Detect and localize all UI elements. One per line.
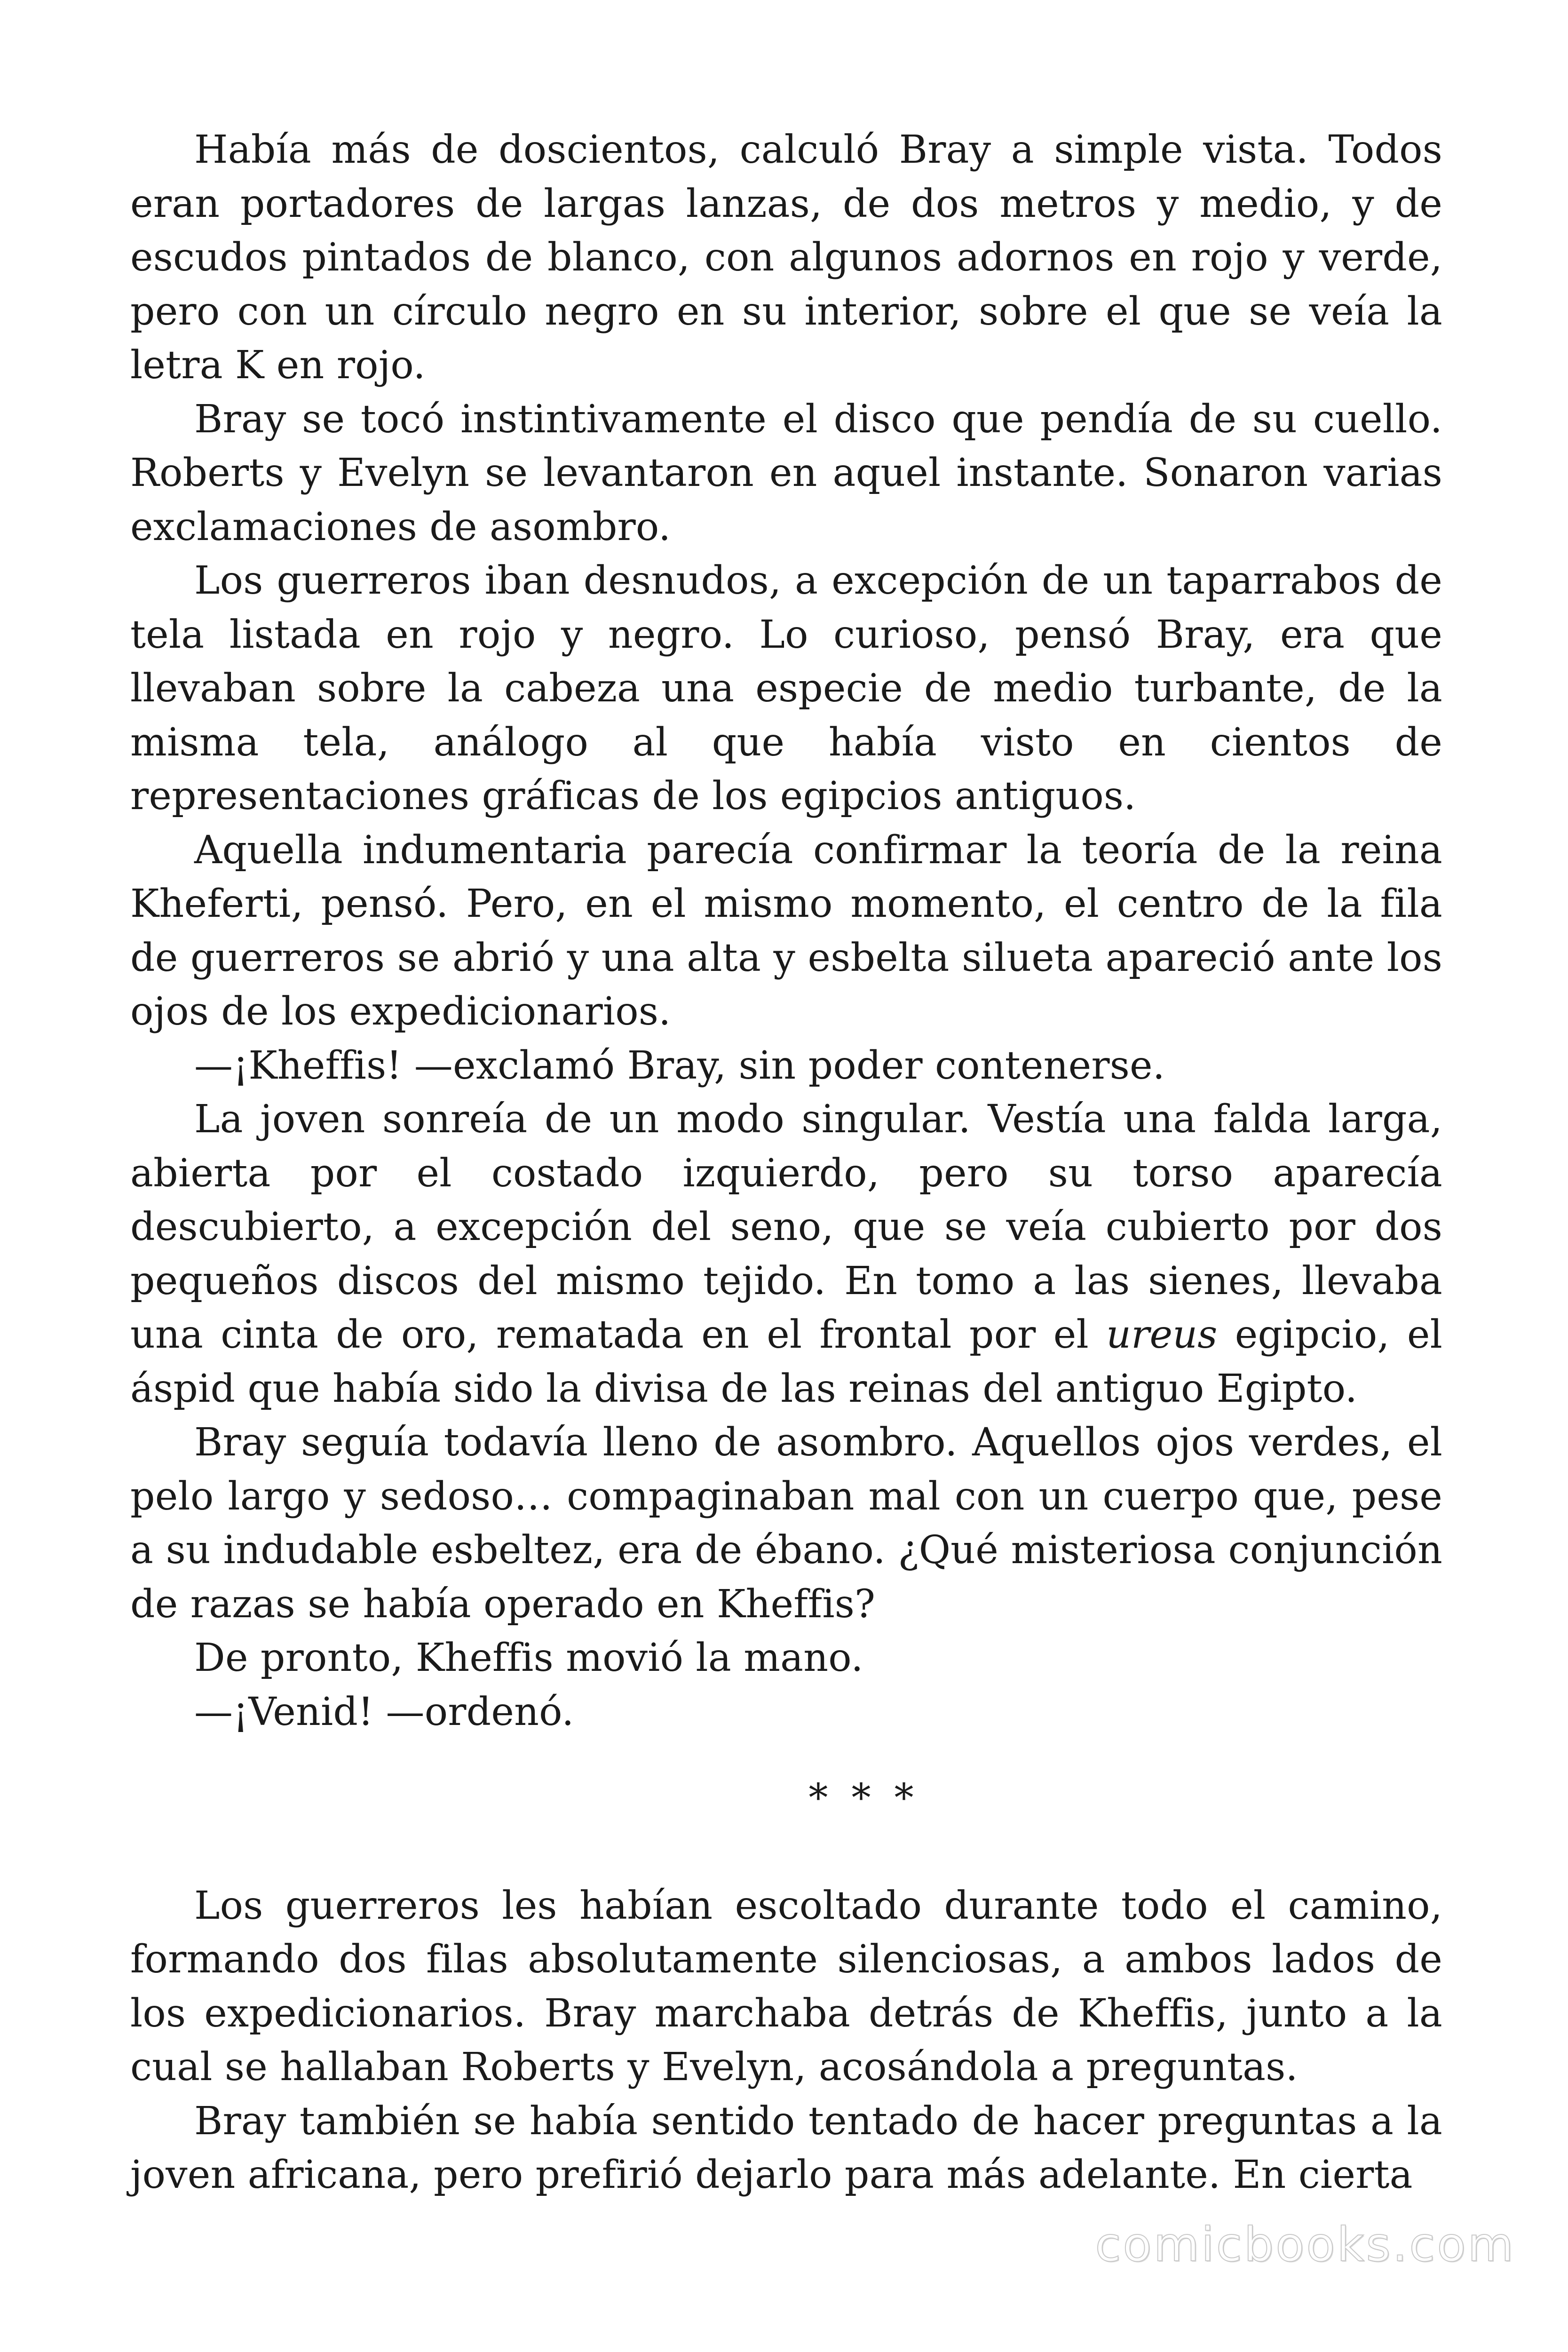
paragraph-2: Bray se tocó instintivamente el disco que pendía de su cuello. Roberts y Evelyn se levantaron en aquel instante. Sonaron varias exclamaciones de asombro.: [130, 397, 1442, 549]
paragraph-10: Los guerreros les habían escoltado durante todo el camino, formando dos filas absolutamente silenciosas, a ambos lados de los expedicionarios. Bray marchaba detrás de Kheffis, junto a la cual se hallaban Roberts y Evelyn, acosándola a preguntas.: [130, 1883, 1442, 2090]
paragraph-9-dialogue: —¡Venid! —ordenó.: [194, 1689, 574, 1734]
paragraph-7: Bray seguía todavía lleno de asombro. Aquellos ojos verdes, el pelo largo y sedoso… compaginaban mal con un cuerpo que, pese a su indudable esbeltez, era de ébano. ¿Qué misteriosa conjunción de razas se había operado en Kheffis?: [130, 1420, 1442, 1627]
watermark: comicbooks.com: [1095, 2217, 1515, 2272]
ureus-italic-word: ureus: [1106, 1312, 1218, 1357]
paragraph-8: De pronto, Kheffis movió la mano.: [194, 1636, 863, 1680]
paragraph-11: Bray también se había sentido tentado de hacer preguntas a la joven africana, pero prefirió dejarlo para más adelante. En cierta: [130, 2098, 1442, 2197]
paragraph-4: Aquella indumentaria parecía confirmar la teoría de la reina Kheferti, pensó. Pero, en el mismo momento, el centro de la fila de guerreros se abrió y una alta y esbelta silueta apareció ante los ojos de los expedicionarios.: [130, 827, 1442, 1034]
paragraph-6-end: egipcio, el áspid que había sido la divisa de las reinas del antiguo Egipto.: [130, 1312, 1442, 1411]
paragraph-6: [130, 1093, 1442, 1416]
paragraph-3: Los guerreros iban desnudos, a excepción de un taparrabos de tela listada en rojo y negro. Lo curioso, pensó Bray, era que llevaban sobre la cabeza una especie de medio turbante, de la misma tela, análogo al que había visto en cientos de representaciones gráficas de los egipcios antiguos.: [130, 558, 1442, 818]
scene-break: * * *: [808, 1776, 919, 1820]
page-body: [130, 123, 1442, 2202]
paragraph-5-dialogue: —¡Kheffis! —exclamó Bray, sin poder contenerse.: [194, 1043, 1165, 1088]
paragraph-1: Había más de doscientos, calculó Bray a simple vista. Todos eran portadores de largas lanzas, de dos metros y medio, y de escudos pintados de blanco, con algunos adornos en rojo y verde, pero con un círculo negro en su interior, sobre el que se veía la letra K en rojo.: [130, 127, 1442, 388]
paragraph-6-start: La joven sonreía de un modo singular. Vestía una falda larga, abierta por el costado izquierdo, pero su torso aparecía descubierto, a excepción del seno, que se veía cubierto por dos pequeños discos del mismo tejido. En tomo a las sienes, llevaba una cinta de oro, rematada en el frontal por el: [130, 1097, 1442, 1357]
